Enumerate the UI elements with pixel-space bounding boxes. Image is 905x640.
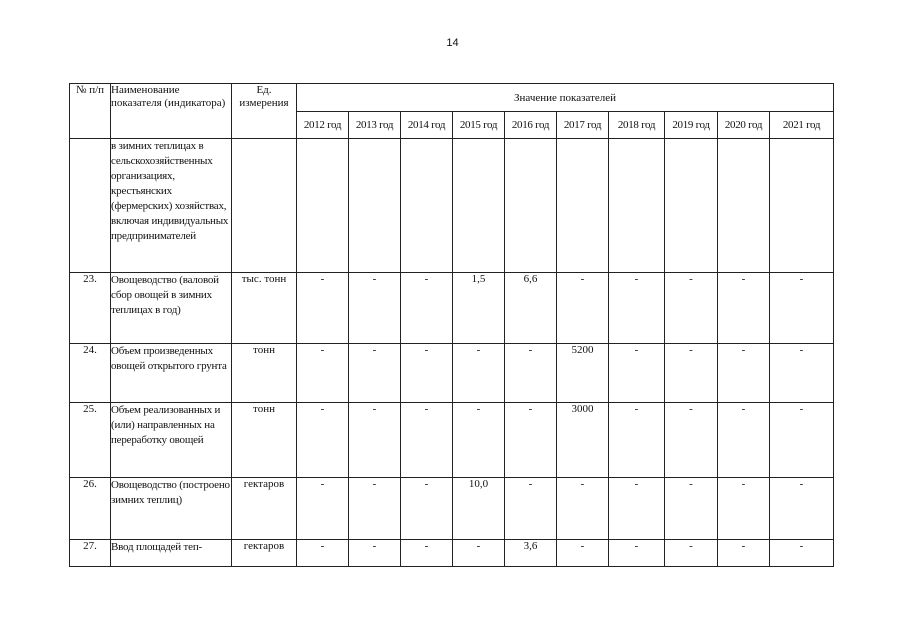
- value-cell: 5200: [557, 344, 609, 403]
- value-cell: -: [505, 403, 557, 478]
- value-cell: -: [609, 344, 665, 403]
- header-number: № п/п: [70, 84, 111, 139]
- header-year: 2017 год: [557, 112, 609, 139]
- value-cell: -: [557, 478, 609, 540]
- value-cell: -: [609, 273, 665, 344]
- row-number: 26.: [70, 478, 111, 540]
- value-cell: -: [401, 273, 453, 344]
- value-cell: -: [718, 273, 770, 344]
- indicator-name: в зимних теплицах в сельскохозяйственных организациях, крестьянских (фермерских) хозяйствах, включая индивидуальных предпринимателей: [111, 139, 232, 273]
- value-cell: -: [401, 478, 453, 540]
- value-cell: -: [665, 344, 718, 403]
- indicator-name: Объем реализованных и (или) направленных на переработку овощей: [111, 403, 232, 478]
- value-cell: -: [770, 273, 834, 344]
- table-row: [70, 139, 834, 273]
- value-cell: -: [297, 273, 349, 344]
- indicator-name: Овощеводство (валовой сбор овощей в зимних теплицах в год): [111, 273, 232, 344]
- value-cell: -: [557, 540, 609, 567]
- row-number: 27.: [70, 540, 111, 567]
- row-number: 24.: [70, 344, 111, 403]
- value-cell: 3,6: [505, 540, 557, 567]
- table-row: [70, 344, 834, 403]
- header-values: Значение показателей: [297, 84, 834, 112]
- value-cell: -: [349, 403, 401, 478]
- indicator-name: Овощеводство (построено зимних теплиц): [111, 478, 232, 540]
- value-cell: [505, 139, 557, 273]
- value-cell: -: [505, 344, 557, 403]
- value-cell: [349, 139, 401, 273]
- value-cell: -: [297, 540, 349, 567]
- value-cell: [453, 139, 505, 273]
- header-row-top: [70, 84, 834, 112]
- table-row: [70, 403, 834, 478]
- value-cell: -: [557, 273, 609, 344]
- value-cell: -: [349, 273, 401, 344]
- value-cell: -: [297, 403, 349, 478]
- value-cell: -: [770, 344, 834, 403]
- header-year: 2019 год: [665, 112, 718, 139]
- value-cell: 6,6: [505, 273, 557, 344]
- value-cell: -: [718, 540, 770, 567]
- header-year: 2021 год: [770, 112, 834, 139]
- header-indicator-name: Наименование показателя (индикатора): [111, 84, 232, 139]
- header-year: 2016 год: [505, 112, 557, 139]
- unit-cell: тонн: [232, 344, 297, 403]
- value-cell: -: [401, 403, 453, 478]
- value-cell: -: [349, 478, 401, 540]
- header-year: 2015 год: [453, 112, 505, 139]
- row-number: [70, 139, 111, 273]
- unit-cell: тонн: [232, 403, 297, 478]
- value-cell: 10,0: [453, 478, 505, 540]
- header-year: 2013 год: [349, 112, 401, 139]
- value-cell: -: [297, 344, 349, 403]
- value-cell: -: [665, 478, 718, 540]
- value-cell: -: [770, 403, 834, 478]
- value-cell: [297, 139, 349, 273]
- indicator-name: Объем произведенных овощей открытого грунта: [111, 344, 232, 403]
- header-year: 2018 год: [609, 112, 665, 139]
- table-row: [70, 478, 834, 540]
- value-cell: -: [609, 540, 665, 567]
- value-cell: [401, 139, 453, 273]
- value-cell: -: [297, 478, 349, 540]
- header-year: 2020 год: [718, 112, 770, 139]
- value-cell: -: [665, 403, 718, 478]
- unit-cell: [232, 139, 297, 273]
- page-number: 14: [446, 37, 459, 49]
- value-cell: -: [453, 344, 505, 403]
- value-cell: [770, 139, 834, 273]
- value-cell: -: [401, 540, 453, 567]
- value-cell: [557, 139, 609, 273]
- value-cell: -: [349, 344, 401, 403]
- table-header: [70, 84, 834, 139]
- value-cell: -: [453, 403, 505, 478]
- header-unit: Ед. измерения: [232, 84, 297, 139]
- unit-cell: тыс. тонн: [232, 273, 297, 344]
- value-cell: [718, 139, 770, 273]
- value-cell: -: [609, 478, 665, 540]
- value-cell: -: [609, 403, 665, 478]
- row-number: 25.: [70, 403, 111, 478]
- header-year: 2012 год: [297, 112, 349, 139]
- table-body: [70, 139, 834, 567]
- row-number: 23.: [70, 273, 111, 344]
- value-cell: -: [349, 540, 401, 567]
- value-cell: -: [453, 540, 505, 567]
- value-cell: [665, 139, 718, 273]
- indicator-name: Ввод площадей теп-: [111, 540, 232, 567]
- unit-cell: гектаров: [232, 540, 297, 567]
- value-cell: 1,5: [453, 273, 505, 344]
- value-cell: -: [718, 403, 770, 478]
- value-cell: -: [665, 540, 718, 567]
- table-row: [70, 273, 834, 344]
- value-cell: -: [718, 478, 770, 540]
- value-cell: -: [505, 478, 557, 540]
- indicators-table: [69, 83, 834, 567]
- value-cell: -: [770, 540, 834, 567]
- value-cell: [609, 139, 665, 273]
- value-cell: -: [770, 478, 834, 540]
- value-cell: -: [665, 273, 718, 344]
- table-row: [70, 540, 834, 567]
- value-cell: -: [718, 344, 770, 403]
- value-cell: -: [401, 344, 453, 403]
- unit-cell: гектаров: [232, 478, 297, 540]
- header-year: 2014 год: [401, 112, 453, 139]
- value-cell: 3000: [557, 403, 609, 478]
